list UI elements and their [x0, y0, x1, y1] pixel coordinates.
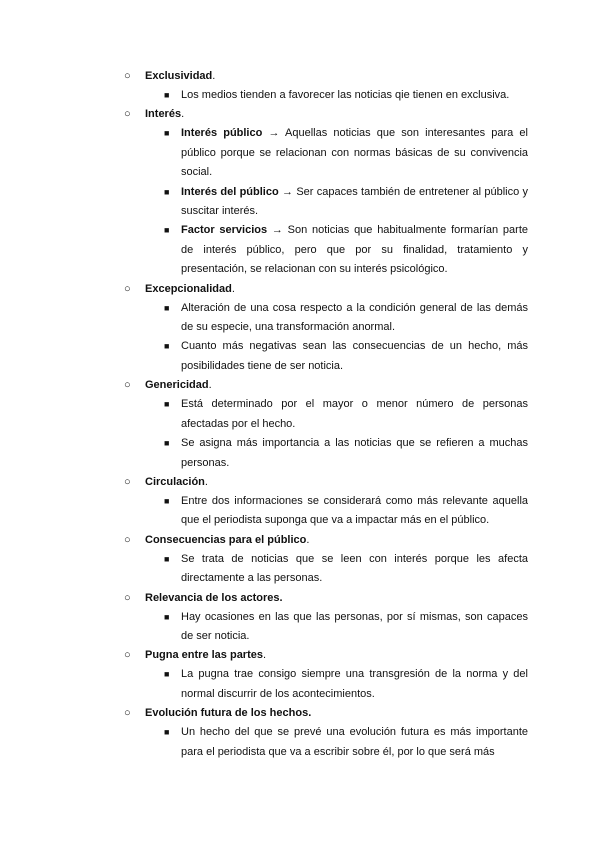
square-bullet-icon: ■ [164, 341, 170, 352]
list-item [0, 280, 600, 299]
item-title: Excepcionalidad [145, 282, 232, 295]
circle-bullet-icon: ○ [124, 70, 131, 82]
sub-item-text: La pugna trae consigo siempre una transgresión de la norma y del normal discurrir de los acontecimientos. [181, 668, 528, 700]
list-item [0, 531, 600, 550]
sub-item [164, 299, 528, 338]
item-title: Circulación [145, 475, 205, 488]
sub-item [164, 550, 528, 589]
item-title: Evolución futura de los hechos. [145, 707, 312, 720]
square-bullet-icon: ■ [164, 611, 170, 622]
sub-item-term: Interés público [181, 127, 263, 140]
item-title: Pugna entre las partes [145, 649, 263, 662]
circle-bullet-icon: ○ [124, 533, 131, 546]
sub-item-text: → Ser capaces también de entretener al público y suscitar interés. [181, 185, 529, 218]
square-bullet-icon: ■ [164, 438, 170, 449]
sub-item [164, 395, 528, 434]
square-bullet-icon: ■ [164, 302, 170, 313]
sub-item-text: Hay ocasiones en las que las personas, por sí mismas, son capaces de ser noticia. [181, 610, 528, 642]
sub-item-term: Interés del público [181, 185, 279, 198]
item-title-suffix: . [181, 108, 185, 121]
item-title-suffix: . [231, 282, 235, 295]
sub-item-text: Se trata de noticias que se leen con interés porque les afecta directamente a las personas. [181, 552, 528, 585]
item-title: Genericidad [145, 379, 209, 392]
square-bullet-icon: ■ [164, 669, 170, 680]
square-bullet-icon: ■ [164, 399, 170, 410]
sub-item [164, 221, 528, 279]
list-item [0, 646, 600, 665]
list-item [0, 589, 600, 608]
square-bullet-icon: ■ [164, 553, 170, 564]
sub-item-text: Entre dos informaciones se considerará como más relevante aquella que el periodista suponga que va a impactar más en el público. [181, 494, 528, 527]
item-title-suffix: . [263, 649, 267, 662]
item-title: Interés [145, 108, 182, 121]
circle-bullet-icon: ○ [124, 379, 131, 392]
sub-item-text: Un hecho del que se prevé una evolución futura es más importante para el periodista que va a escribir sobre él, por lo que será más [181, 726, 528, 758]
square-bullet-icon: ■ [164, 186, 170, 197]
criteria-list [0, 67, 600, 762]
sub-item-text: Alteración de una cosa respecto a la condición general de las demás de su especie, una transformación anormal. [181, 301, 528, 334]
sub-item-text: Se asigna más importancia a las noticias que se refieren a muchas personas. [181, 437, 528, 469]
sub-item [164, 723, 528, 762]
circle-bullet-icon: ○ [124, 282, 131, 295]
item-title-suffix: . [204, 475, 208, 488]
item-title: Relevancia de los actores. [145, 591, 283, 604]
square-bullet-icon: ■ [164, 727, 170, 738]
sub-item-text: → Aquellas noticias que son interesantes para el público porque se relacionan con normas básicas de su convivencia social. [181, 127, 528, 179]
circle-bullet-icon: ○ [124, 707, 131, 720]
sub-item-text: → Son noticias que habitualmente formarían parte de interés público, pero que por su finalidad, tratamiento y presentación, se relacionan con su interés psicológico. [181, 224, 528, 276]
sub-item [164, 492, 528, 531]
circle-bullet-icon: ○ [124, 475, 131, 488]
sub-item [164, 183, 529, 222]
sub-item [164, 337, 528, 376]
sub-item [164, 86, 528, 105]
sub-item-term: Factor servicios [181, 224, 268, 237]
item-title-suffix: . [212, 70, 216, 82]
item-title: Consecuencias para el público [145, 533, 307, 546]
list-item [0, 473, 600, 492]
square-bullet-icon: ■ [164, 90, 170, 100]
item-title-suffix: . [306, 533, 310, 546]
circle-bullet-icon: ○ [124, 108, 131, 121]
sub-item [164, 124, 528, 182]
square-bullet-icon: ■ [164, 225, 170, 236]
sub-item-text: Los medios tienden a favorecer las noticias qie tienen en exclusiva. [181, 89, 510, 101]
item-title-suffix: . [208, 379, 212, 392]
circle-bullet-icon: ○ [124, 649, 131, 662]
list-item [0, 376, 600, 395]
sub-item [164, 665, 528, 704]
square-bullet-icon: ■ [164, 128, 170, 139]
square-bullet-icon: ■ [164, 495, 170, 506]
list-item [0, 704, 600, 723]
item-title: Exclusividad [145, 70, 213, 82]
sub-item-text: Está determinado por el mayor o menor número de personas afectadas por el hecho. [181, 398, 528, 430]
circle-bullet-icon: ○ [124, 591, 131, 604]
sub-item-text: Cuanto más negativas sean las consecuencias de un hecho, más posibilidades tiene de ser noticia. [181, 340, 528, 372]
list-item [0, 67, 600, 86]
list-item [0, 105, 600, 124]
sub-item [164, 608, 528, 647]
sub-item [164, 434, 528, 473]
